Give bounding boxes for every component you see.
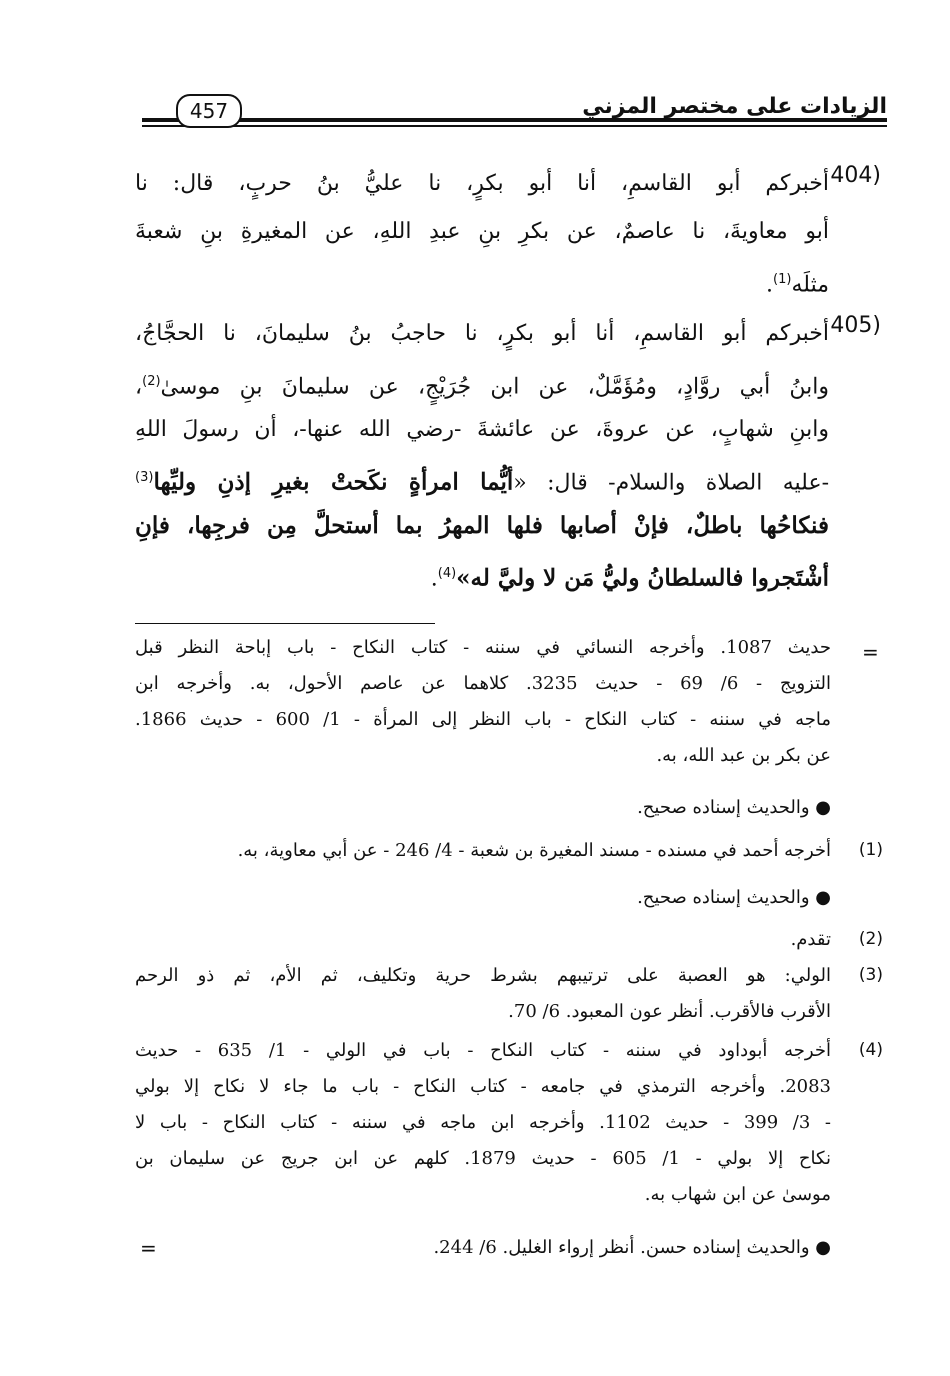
entry-line: أخبركم أبو القاسمِ، أنا أبو بكرٍ، نا حاجبُ بنُ سليمانَ، نا الحجَّاجُ، — [135, 321, 829, 346]
footnote-ref: (4) — [437, 566, 457, 581]
entry-text: مثلَه — [791, 272, 829, 298]
header-rule-thin — [142, 125, 887, 127]
footnote-line: نكاح إلا بولي - 1/ 605 - حديث 1879. كلهم عن ابن جريج عن سليمان بن — [135, 1148, 831, 1169]
footnote-line: الأقرب فالأقرب. أنظر عون المعبود. 6/ 70. — [508, 1001, 831, 1022]
entry-number: 405) — [830, 313, 881, 338]
footnote-label: (4) — [858, 1040, 883, 1060]
continuation-mark: = — [862, 640, 879, 664]
footnote-line: حديث 1087. وأخرجه النسائي في سننه - كتاب النكاح - باب إباحة النظر قبل — [135, 637, 832, 658]
page-number: 457 — [176, 94, 242, 128]
grade-line: ● والحديث إسناده حسن. أنظر إرواء الغليل. 6/ 244. — [433, 1237, 831, 1258]
footnote-3 — [135, 958, 883, 1030]
continuation-mark: = — [140, 1236, 157, 1260]
hadith-entry-404 — [135, 160, 881, 304]
footnote-line: التزويج - 6/ 69 - حديث 3235. كلاهما عن عاصم الأحول، به. وأخرجه ابن — [135, 673, 831, 694]
running-title: الزيادات على مختصر المزني — [582, 94, 887, 119]
hadith-matn: أشْتَجروا فالسلطانُ وليُّ مَن لا وليَّ له» — [456, 564, 829, 592]
footnote-grade-2 — [135, 880, 883, 916]
footnote-ref: (1) — [773, 272, 792, 287]
entry-text: . — [430, 566, 438, 592]
entry-line: أخبركم أبو القاسمِ، أنا أبو بكرٍ، نا عليُّ بنُ حربٍ، قال: نا — [135, 171, 829, 196]
footnote-ref: (2) — [142, 374, 161, 389]
footnote-label: (1) — [858, 840, 883, 860]
entry-text: وابنُ أبي روَّادٍ، ومُؤَمَّلٌ، عن ابن جُرَيْجٍ، عن سليمانَ بنِ موسىٰ — [160, 374, 829, 400]
footnote-continuation — [135, 630, 883, 774]
footnote-ref: (3) — [135, 470, 154, 485]
footnote-line: موسىٰ عن ابن شهاب به. — [644, 1184, 831, 1205]
grade-line: ● والحديث إسناده صحيح. — [637, 887, 831, 908]
footnote-line: 2083. وأخرجه الترمذي في جامعه - كتاب النكاح - باب ما جاء لا نكاح إلا بولي — [135, 1076, 831, 1097]
entry-line — [135, 358, 829, 406]
entry-line — [135, 256, 829, 304]
footnote-grade-1 — [135, 790, 883, 826]
footnote-label: (3) — [858, 965, 883, 985]
entry-text: ، — [135, 374, 143, 400]
hadith-entry-405 — [135, 310, 881, 598]
footnote-line: - 3/ 399 - حديث 1102. وأخرجه ابن ماجه في سننه - كتاب النكاح - باب لا — [135, 1112, 831, 1133]
footnote-line: الولي: هو العصبة على ترتيبهم بشرط حرية وتكليف، ثم الأم، ثم ذو الرحم — [135, 965, 831, 986]
entry-line — [135, 454, 829, 502]
page-header — [142, 92, 887, 136]
footnote-line: عن بكر بن عبد الله، به. — [656, 745, 831, 766]
footnote-label: (2) — [858, 929, 883, 949]
footnote-line: ماجه في سننه - كتاب النكاح - باب النظر إلى المرأة - 1/ 600 - حديث 1866. — [135, 709, 831, 730]
footnote-separator — [135, 623, 435, 624]
hadith-matn-line: فنكاحُها باطلٌ، فإنْ أصابها فلها المهرُ بما أستحلَّ مِن فرجِها، فإنِ — [135, 512, 829, 539]
entry-line — [135, 550, 829, 598]
footnote-4 — [135, 1033, 883, 1213]
grade-line: ● والحديث إسناده صحيح. — [637, 797, 831, 818]
footnote-grade-3 — [135, 1230, 883, 1266]
footnote-line: أخرجه أبوداود في سننه - كتاب النكاح - باب في الولي - 1/ 635 - حديث — [135, 1040, 831, 1061]
entry-line: أبو معاويةَ، نا عاصمٌ، عن بكرِ بنِ عبدِ اللهِ، عن المغيرةِ بنِ شعبةَ — [135, 219, 829, 244]
footnote-line: أخرجه أحمد في مسنده - مسند المغيرة بن شعبة - 4/ 246 - عن أبي معاوية، به. — [237, 840, 831, 861]
entry-text: . — [766, 272, 774, 298]
footnote-2 — [135, 922, 883, 958]
footnote-line: تقدم. — [790, 929, 831, 950]
entry-text: -عليه الصلاة والسلام- قال: « — [513, 470, 830, 496]
hadith-matn: أيُّما امرأةٍ نكَحتْ بغيرِ إذنِ وليِّها — [153, 468, 514, 496]
entry-number: 404) — [830, 163, 881, 188]
entry-line: وابنِ شهابٍ، عن عروةَ، عن عائشةَ -رضي الله عنها-، أن رسولَ اللهِ — [135, 417, 829, 442]
footnote-1 — [135, 833, 883, 869]
